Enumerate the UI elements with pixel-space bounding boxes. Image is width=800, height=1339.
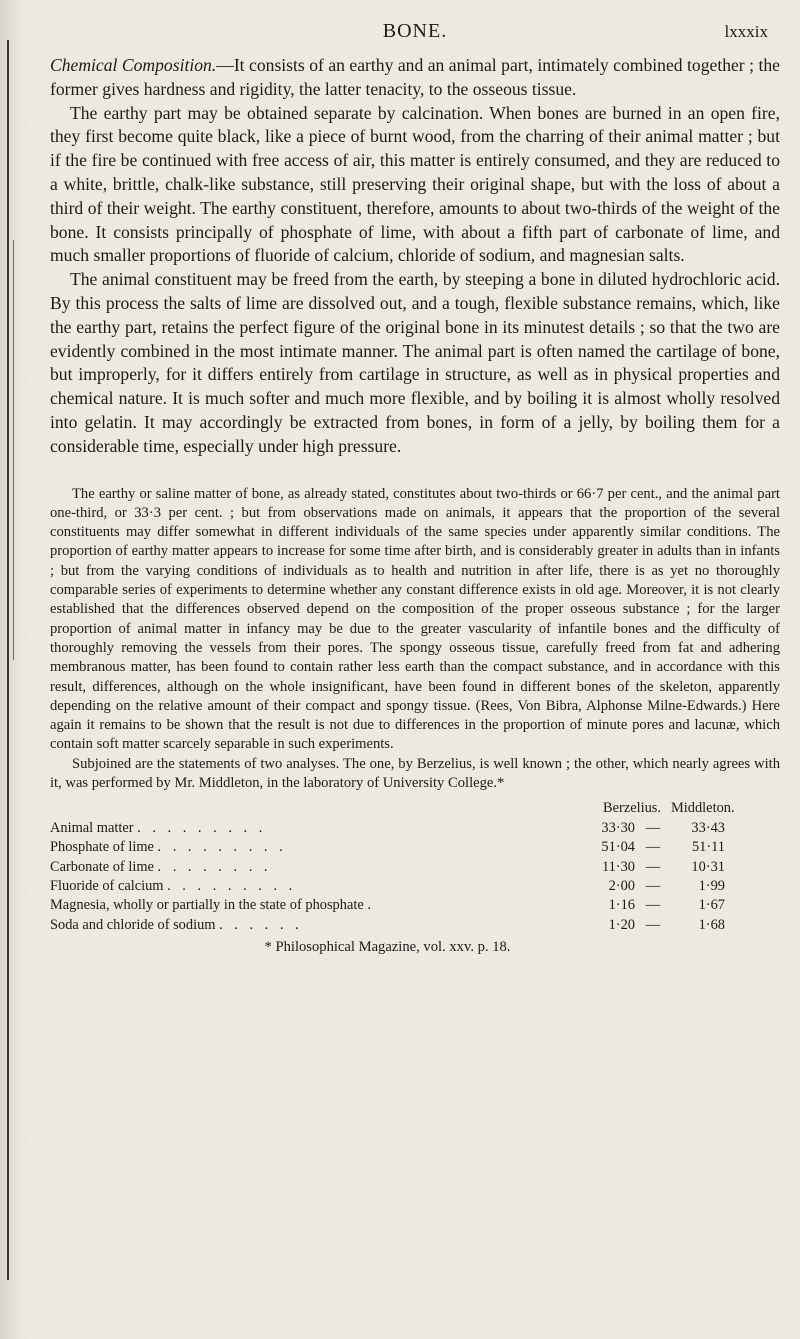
table-row [50, 858, 725, 877]
constituent-name: Fluoride of calcium [50, 877, 164, 894]
leader-dots: . [367, 897, 375, 914]
paragraph-analyses-intro: Subjoined are the statements of two analyses. The one, by Berzelius, is well known ; the other, which nearly agrees with it, was performed by Mr. Middleton, in the laboratory of University College.* [50, 755, 780, 791]
row-label [50, 819, 563, 838]
page-header [50, 14, 780, 54]
running-title: BONE. [382, 20, 448, 42]
constituent-name: Carbonate of lime [50, 858, 154, 875]
footnote: * Philosophical Magazine, vol. xxv. p. 18. [264, 939, 511, 956]
constituent-name: Soda and chloride of sodium [50, 916, 216, 933]
leader-dots: . . . . . . . . . [157, 839, 287, 856]
book-spine-shadow [0, 0, 30, 1339]
book-page [50, 14, 780, 956]
berzelius-value: 33·30 [601, 819, 635, 836]
middleton-value: 33·43 [691, 819, 725, 836]
separator-dash: — [645, 819, 661, 836]
middleton-value: 1·67 [698, 897, 725, 914]
table-header [50, 799, 735, 818]
berzelius-value: 11·30 [601, 858, 635, 875]
row-label [50, 858, 563, 877]
row-label [50, 877, 563, 896]
small-print-text [50, 485, 780, 794]
middleton-value: 1·99 [698, 877, 725, 894]
middleton-value: 10·31 [691, 858, 725, 875]
constituent-name: Magnesia, wholly or partially in the state of phosphate [50, 897, 364, 914]
berzelius-value: 2·00 [608, 877, 635, 894]
page-number: lxxxix [724, 22, 768, 41]
leader-dots: . . . . . . [219, 916, 303, 933]
section-run-in-heading: Chemical Composition. [50, 55, 217, 75]
paragraph-chemical-composition [50, 54, 780, 102]
leader-dots: . . . . . . . . . [167, 877, 297, 894]
separator-dash: — [645, 916, 661, 933]
separator-dash: — [645, 839, 661, 856]
row-label [50, 838, 563, 857]
table-row [50, 819, 725, 838]
column-header-berzelius: Berzelius. [603, 800, 661, 817]
middleton-value: 51·11 [691, 839, 725, 856]
binding-edge-line [7, 40, 9, 1280]
analysis-table [50, 799, 735, 935]
leader-dots: . . . . . . . . [157, 858, 272, 875]
paragraph-proportions: The earthy or saline matter of bone, as already stated, constitutes about two-thirds or 66·7 per cent., and the animal part one-third, or 33·3 per cent. ; but from observations made on animals, it appears that the proportion of the several constituents may differ somewhat in different individuals of the same species under apparently similar conditions. The proportion of earthy matter appears to increase for some time after birth, and is considerably greater in adults than in infants ; but from the varying conditions of individuals as to health and nutrition in after life, there is as yet no thoroughly comparable series of experiments to determine whether any constant difference exists in old age. Moreover, it is not clearly established that the differences observed depend on the composition of the proper osseous substance ; for the larger proportion of animal matter in infancy may be due to the greater vascularity of infantile bones and the difficulty of thoroughly removing the vessels from their pores. The spongy osseous tissue, carefully freed from fat and adhering membranous matter, has been found to contain rather less earth than the compact substance, and in accordance with this result, differences, although on the whole insignificant, have been found in different bones of the skeleton, apparently depending on the relative amount of their compact and spongy tissue. (Rees, Von Bibra, Alphonse Milne-Edwards.) Here again it remains to be shown that the result is not due to differences in the proportion of minute pores and lacunæ, which contain soft matter scarcely separable in such experiments. [50, 485, 780, 753]
leader-dots: . . . . . . . . . [137, 819, 267, 836]
table-row [50, 877, 725, 896]
table-row [50, 838, 725, 857]
constituent-name: Animal matter [50, 819, 134, 836]
paragraph-animal-constituent: The animal constituent may be freed from the earth, by steeping a bone in diluted hydrochloric acid. By this process the salts of lime are dissolved out, and a tough, flexible substance remains, which, like the earthy part, retains the perfect figure of the original bone in its minutest details ; so that the two are evidently combined in the most intimate manner. The animal part is often named the cartilage of bone, but improperly, for it differs entirely from cartilage in structure, as well as in physical properties and chemical nature. It is much softer and much more flexible, and by boiling it is almost wholly resolved into gelatin. It may accordingly be extracted from bones, in form of a jelly, by boiling them for a considerable time, especially under high pressure. [50, 269, 780, 456]
middleton-value: 1·68 [698, 916, 725, 933]
separator-dash: — [645, 858, 661, 875]
column-header-middleton: Middleton. [671, 800, 735, 817]
berzelius-value: 1·20 [608, 916, 635, 933]
paragraph-text: —It consists of an earthy and an animal part, intimately combined together ; the former gives hardness and rigidity, the latter tenacity, to the osseous tissue. [50, 55, 780, 99]
table-body [50, 819, 725, 935]
main-text [50, 54, 780, 459]
separator-dash: — [645, 897, 661, 914]
row-label [50, 896, 563, 915]
berzelius-value: 51·04 [601, 839, 635, 856]
table-row [50, 916, 725, 935]
binding-edge-line [13, 240, 14, 660]
separator-dash: — [645, 877, 661, 894]
constituent-name: Phosphate of lime [50, 839, 154, 856]
table-row [50, 896, 725, 915]
row-label [50, 916, 563, 935]
paragraph-earthy-part: The earthy part may be obtained separate by calcination. When bones are burned in an open fire, they first become quite black, like a piece of burnt wood, from the charring of their animal matter ; but if the fire be continued with free access of air, this matter is entirely consumed, and they are reduced to a white, brittle, chalk-like substance, still preserving their original shape, but with the loss of about a third of their weight. The earthy constituent, therefore, amounts to about two-thirds of the weight of the bone. It consists principally of phosphate of lime, with about a fifth part of carbonate of lime, and much smaller proportions of fluoride of calcium, chloride of sodium, and magnesian salts. [50, 102, 780, 266]
berzelius-value: 1·16 [608, 897, 635, 914]
